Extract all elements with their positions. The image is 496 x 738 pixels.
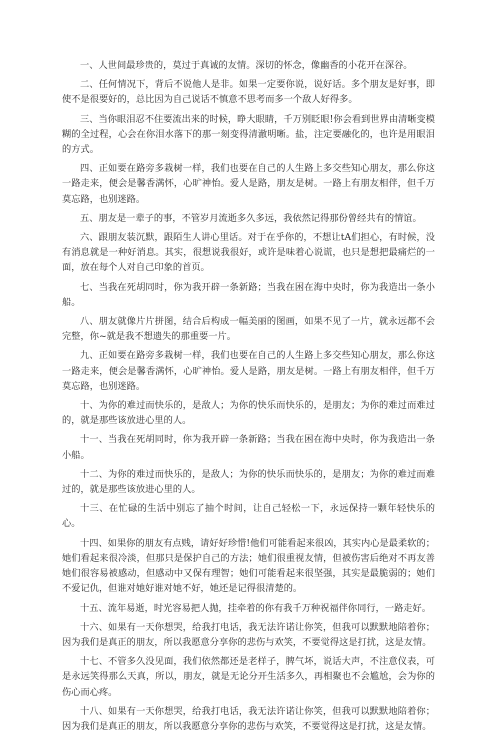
paragraph-3: 三、当你眼泪忍不住要流出来的时候，睁大眼睛，千万别眨眼!你会看到世界由清晰变模糊的全过程，心会在你泪水落下的那一刻变得清澈明晰。盐，注定要融化的，也许是用眼泪的方式。 — [62, 113, 435, 156]
paragraph-12: 十二、为你的难过而快乐的，是敌人；为你的快乐而快乐的，是朋友；为你的难过而难过的，就是那些该放进心里的人。 — [62, 468, 435, 496]
paragraph-9: 九、正如要在路旁多栽树一样，我们也要在自己的人生路上多交些知心朋友，那么你这一路走来，便会是馨香满怀，心旷神怡。爱人是路，朋友是树。一路上有朋友相伴，但千万莫忘路，也别迷路。 — [62, 350, 435, 392]
paragraph-17: 十七、不管多久没见面，我们依然都还是老样子，脾气坏，说话大声，不注意仪表，可是永远笑得那么天真，所以，朋友，就是无论分开生活多久，再相聚也不会尴尬，会为你的伤心而心疼。 — [62, 656, 435, 698]
document-body — [62, 58, 435, 738]
paragraph-10: 十、为你的难过而快乐的，是敌人；为你的快乐而快乐的，是朋友；为你的难过而难过的，就是那些该放进心里的人。 — [62, 400, 435, 427]
paragraph-18: 十八、如果有一天你想哭，给我打电话，我无法许诺让你笑，但我可以默默地陪着你；因为我们是真正的朋友，所以我愿意分享你的悲伤与欢笑，不要觉得这是打扰，这是友情。 — [62, 705, 435, 732]
paragraph-8: 八、朋友就像片片拼图，结合后构成一幅美丽的图画，如果不见了一片，就永远都不会完整，你~就是我不想遗失的那重要一片。 — [62, 316, 435, 343]
paragraph-15: 十五、流年易逝，时光容易把人抛，挂牵着的你有我千万种祝福伴你同行，一路走好。 — [80, 602, 432, 614]
paragraph-13: 十三、在忙碌的生活中别忘了抽个时间，让自己轻松一下，永远保持一颗年轻快乐的心。 — [62, 503, 435, 530]
paragraph-14: 十四、如果你的朋友有点贱，请好好珍惜!他们可能看起来很凶，其实内心是最柔软的；她们看起来很冷淡，但那只是保护自己的方法；她们很重视友情，但被伤害后绝对不再友善她们很容易被感动，但感动中又保有理智；她们可能看起来很坚强，其实是最脆弱的；她们不爱记仇，但谁对她好谁对她不好，她还是记得很清楚的。 — [62, 537, 435, 595]
paragraph-11: 十一、当我在死胡同时，你为我开辟一条新路；当我在困在海中央时，你为我造出一条小船。 — [62, 434, 435, 461]
paragraph-7: 七、当我在死胡同时，你为我开辟一条新路；当我在困在海中央时，你为我造出一条小船。 — [62, 281, 435, 308]
paragraph-1: 一、人世间最珍贵的，莫过于真诚的友情。深切的怀念，像幽香的小花开在深谷。 — [80, 60, 413, 71]
paragraph-4: 四、正如要在路旁多栽树一样，我们也要在自己的人生路上多交些知心朋友，那么你这一路走来，便会是馨香满怀，心旷神怡。爱人是路，朋友是树。一路上有朋友相伴，但千万莫忘路，也别迷路。 — [62, 163, 435, 205]
paragraph-6: 六、跟朋友装沉默，跟陌生人讲心里话。对于在乎你的，不想让tA们担心，有时候，没有消息就是一种好消息。其实，很想说我很好，或许是味着心说谎，也只是想把最痛烂的一面，放在每个人对自己印象的首页。 — [62, 232, 435, 274]
paragraph-2: 二、任何情况下，背后不说他人是非。如果一定要你说，说好话。多个朋友是好事，即使不是很要好的，总比因为自己说话不慎意不思考而多一个敌人好得多。 — [62, 79, 435, 106]
paragraph-5: 五、朋友是一辈子的事，不管岁月流逝多久多远，我依然记得那份曾经共有的情谊。 — [80, 212, 422, 224]
paragraph-16: 十六、如果有一天你想哭，给我打电话，我无法许诺让你笑，但我可以默默地陪着你；因为我们是真正的朋友，所以我愿意分享你的悲伤与欢笑，不要觉得这是打扰，这是友情。 — [62, 621, 435, 648]
